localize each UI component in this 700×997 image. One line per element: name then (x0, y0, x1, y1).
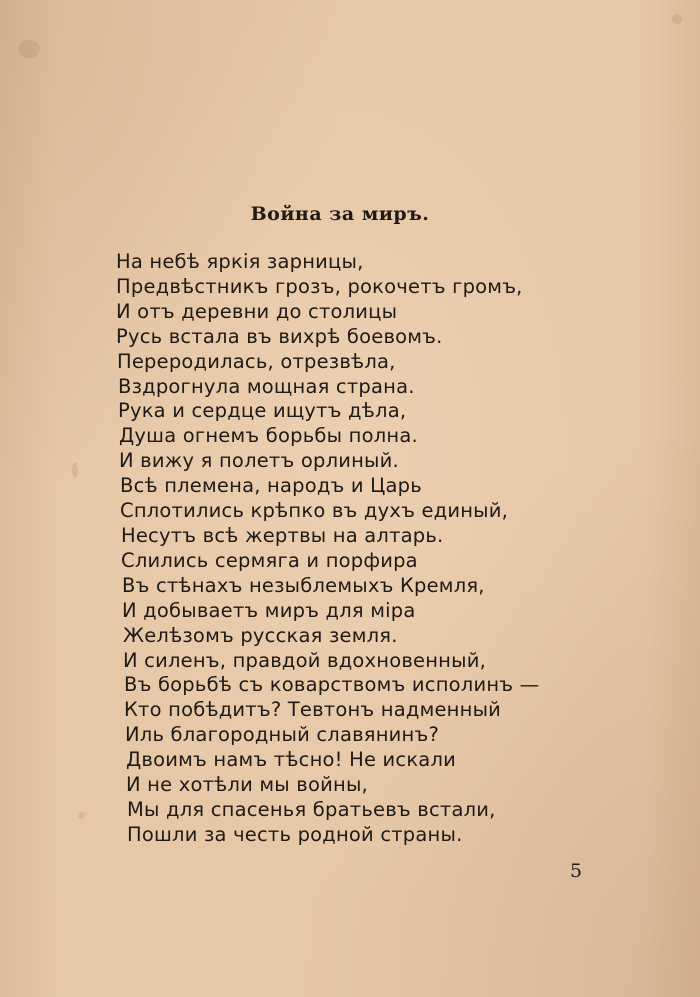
poem-line: Въ стѣнахъ незыблемыхъ Кремля, (122, 573, 485, 597)
poem-body (116, 250, 539, 848)
paper-stain (72, 462, 78, 478)
poem-line: Предвѣстникъ грозъ, рокочетъ громъ, (116, 274, 523, 298)
poem-line: Переродилась, отрезвѣла, (117, 349, 396, 373)
poem-line: Въ борьбѣ съ коварствомъ исполинъ — (124, 673, 540, 697)
paper-stain (18, 40, 40, 58)
poem-line: И не хотѣли мы войны, (126, 773, 368, 797)
poem-line: Кто побѣдитъ? Тевтонъ надменный (124, 698, 502, 722)
poem-line: Вздрогнула мощная страна. (118, 374, 415, 398)
poem-line: И добываетъ миръ для міра (122, 598, 416, 622)
poem-line: Двоимъ намъ тѣсно! Не искали (126, 748, 456, 772)
paper-stain (78, 812, 85, 819)
poem-line: Желѣзомъ русская земля. (123, 623, 398, 647)
poem-line: Русь встала въ вихрѣ боевомъ. (116, 324, 443, 348)
poem-line: Несутъ всѣ жертвы на алтарь. (121, 523, 444, 547)
poem-title: Война за миръ. (250, 203, 430, 225)
poem-line: Слились сермяга и порфира (121, 548, 418, 572)
paper-stain (672, 14, 682, 24)
poem-line: Сплотились крѣпко въ духъ единый, (120, 499, 509, 523)
poem-line: Рука и сердце ищутъ дѣла, (118, 399, 407, 423)
poem-line: И отъ деревни до столицы (116, 299, 398, 323)
poem-line: Иль благородный славянинъ? (125, 723, 440, 747)
poem-line: Мы для спасенья братьевъ встали, (127, 797, 496, 821)
poem-line: И вижу я полетъ орлиный. (119, 449, 399, 473)
poem-line: Всѣ племена, народъ и Царь (120, 474, 422, 498)
poem-line: И силенъ, правдой вдохновенный, (123, 648, 486, 672)
poem-line: Душа огнемъ борьбы полна. (119, 424, 418, 448)
page-number: 5 (570, 860, 583, 882)
poem-line: На небѣ яркія зарницы, (116, 250, 364, 273)
poem-line: Пошли за честь родной страны. (127, 822, 463, 846)
